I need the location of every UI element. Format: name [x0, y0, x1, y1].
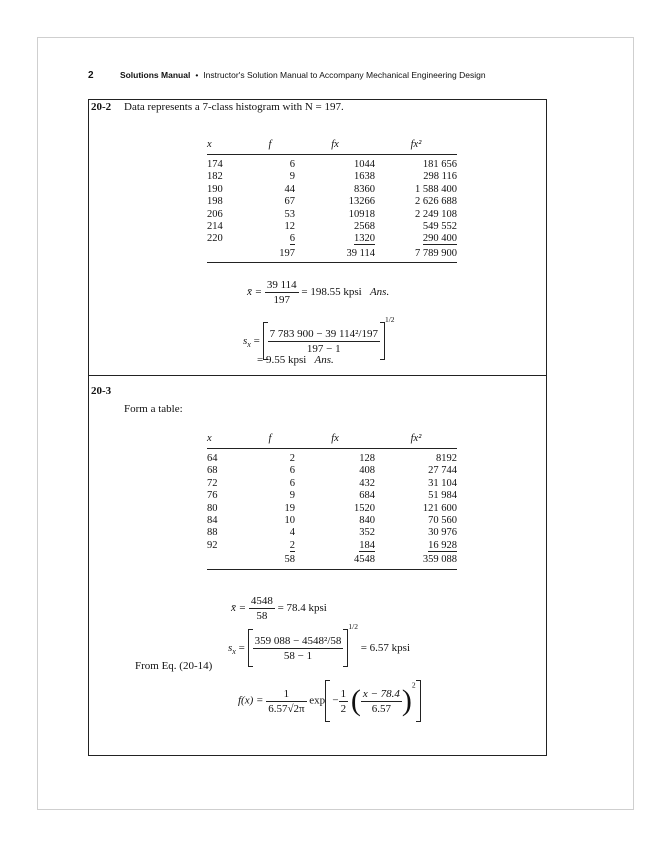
- sx-result: = 9.55 kpsi: [257, 354, 307, 366]
- table-cell: 80: [207, 502, 218, 514]
- table-cell: 220: [207, 233, 223, 245]
- table-cell: 190: [207, 183, 223, 195]
- table-row: [207, 233, 457, 245]
- table-row: [207, 184, 457, 196]
- col-header: f: [245, 136, 295, 155]
- table-cell: 1638: [354, 171, 375, 183]
- table-cell: 27 744: [428, 465, 457, 477]
- table-row: [207, 465, 457, 477]
- table-cell: 2: [289, 453, 295, 464]
- ans-label: Ans.: [314, 354, 334, 366]
- total-cell: 39 114: [295, 246, 375, 263]
- left-bracket: [325, 680, 330, 722]
- table-cell: [375, 540, 457, 552]
- total-cell: 58: [245, 552, 295, 569]
- col-header: x: [207, 430, 245, 449]
- underlined-value: 290 400: [422, 233, 457, 245]
- table-cell: 6: [289, 159, 295, 170]
- sx-eq: =: [253, 335, 260, 347]
- half-fraction: [339, 688, 349, 715]
- table-cell: [375, 233, 457, 245]
- table-cell: 88: [207, 527, 218, 539]
- col-header: fx²: [375, 136, 457, 155]
- col-header: f: [245, 430, 295, 449]
- ans-label: Ans.: [369, 286, 390, 299]
- sx-result-20-2: [257, 354, 334, 366]
- table-cell: 4: [289, 527, 295, 539]
- problem-20-2-id: 20-2: [91, 101, 112, 113]
- xbar-equation-20-3: [231, 595, 327, 622]
- col-header: fx: [295, 430, 375, 449]
- problem-20-2-table: [207, 136, 457, 263]
- table-row: [207, 209, 457, 221]
- table-cell: 72: [207, 477, 218, 489]
- half-den: 2: [340, 702, 347, 715]
- sx-numerator: 7 783 900 − 39 114²/197: [269, 327, 378, 340]
- col-header: fx: [295, 136, 375, 155]
- sx-result: = 6.57 kpsi: [360, 642, 411, 654]
- table-cell: 92: [207, 539, 218, 551]
- total-cell: 4548: [295, 552, 375, 569]
- table-cell: [207, 246, 245, 263]
- table-cell: 12: [284, 221, 295, 233]
- problem-20-3-statement: Form a table:: [124, 403, 183, 415]
- table-cell: [295, 233, 375, 245]
- table-cell: 70 560: [428, 515, 457, 527]
- from-eq-label: From Eq. (20-14): [135, 660, 213, 672]
- right-bracket: [343, 629, 348, 667]
- xbar-result: = 198.55 kpsi: [301, 286, 362, 299]
- table-row: [207, 478, 457, 490]
- total-cell: 7 789 900: [375, 246, 457, 263]
- inner-fraction: [361, 688, 402, 715]
- right-bracket: [416, 680, 421, 722]
- total-cell: 197: [245, 246, 295, 263]
- table-cell: 174: [207, 159, 223, 170]
- underlined-value: 184: [359, 539, 375, 551]
- table-cell: 214: [207, 221, 223, 233]
- inner-num: x − 78.4: [362, 687, 400, 700]
- sx-exponent: 1/2: [384, 315, 395, 324]
- table-cell: 9: [289, 490, 295, 502]
- sx-fraction: [268, 328, 380, 355]
- table-cell: 53: [284, 208, 295, 220]
- pdf-exp: exp: [309, 694, 326, 707]
- underlined-value: 1320: [354, 233, 375, 245]
- underlined-value: 2: [289, 539, 295, 551]
- table-row: [207, 503, 457, 515]
- sx-numerator: 359 088 − 4548²/58: [254, 634, 342, 647]
- table-row: [207, 155, 457, 172]
- sx-sub: x: [232, 647, 236, 657]
- xbar-denominator: 58: [256, 610, 268, 622]
- xbar-denominator: 197: [273, 294, 290, 306]
- totals-row: [207, 246, 457, 263]
- table-row: [207, 449, 457, 466]
- xbar-numerator: 39 114: [266, 279, 297, 291]
- pdf-lhs: f(x) =: [238, 694, 264, 707]
- table-cell: 181 656: [422, 159, 457, 170]
- table-cell: 19: [284, 502, 295, 514]
- table-cell: 6: [289, 465, 295, 477]
- pdf-coefficient: [266, 688, 306, 715]
- table-row: [207, 196, 457, 208]
- sx-fraction: [253, 635, 344, 662]
- table-cell: 352: [359, 527, 375, 539]
- table-row: [207, 527, 457, 539]
- table-cell: 198: [207, 196, 223, 208]
- right-bracket: [380, 322, 385, 360]
- running-header: [88, 70, 486, 81]
- xbar-result: = 78.4 kpsi: [277, 602, 327, 615]
- table-cell: 128: [359, 453, 375, 464]
- col-header: x: [207, 136, 245, 155]
- table-cell: 684: [359, 490, 375, 502]
- table-row: [207, 515, 457, 527]
- header-subtitle: Instructor's Solution Manual to Accompany Mechanical Engineering Design: [203, 70, 486, 80]
- pdf-coef-num: 1: [266, 688, 306, 702]
- table-cell: 2 249 108: [415, 208, 457, 220]
- table-cell: 10918: [348, 208, 375, 220]
- left-paren: (: [350, 684, 361, 717]
- problem-20-2-statement: Data represents a 7-class histogram with N = 197.: [124, 101, 344, 113]
- table-row: [207, 490, 457, 502]
- xbar-equation-20-2: [247, 279, 389, 306]
- table-cell: 1 588 400: [415, 183, 457, 195]
- table-cell: 549 552: [422, 221, 457, 233]
- inner-den: 6.57: [371, 702, 391, 715]
- table-row: [207, 171, 457, 183]
- table-cell: 67: [284, 196, 295, 208]
- table-cell: 206: [207, 208, 223, 220]
- table-cell: 1044: [354, 159, 375, 170]
- table-cell: 121 600: [422, 502, 457, 514]
- xbar-lhs: x̄ =: [231, 602, 247, 615]
- sx-equation-20-3: [228, 622, 410, 667]
- table-cell: 13266: [348, 196, 375, 208]
- table-cell: 8192: [436, 453, 457, 464]
- table-cell: 84: [207, 515, 218, 527]
- table-cell: 9: [289, 171, 295, 183]
- table-cell: 840: [359, 515, 375, 527]
- table-cell: 8360: [354, 183, 375, 195]
- totals-row: [207, 552, 457, 569]
- half-num: 1: [340, 687, 347, 700]
- problem-20-3-table: [207, 430, 457, 570]
- table-cell: 64: [207, 453, 218, 464]
- sx-eq: =: [238, 642, 245, 654]
- xbar-numerator: 4548: [250, 595, 273, 607]
- header-title: Solutions Manual: [119, 70, 191, 80]
- underlined-value: 6: [289, 233, 295, 245]
- table-cell: 6: [289, 477, 295, 489]
- table-cell: [207, 552, 245, 569]
- power: 2: [411, 680, 416, 690]
- table-row: [207, 221, 457, 233]
- table-cell: [245, 233, 295, 245]
- header-bullet: •: [195, 70, 199, 80]
- table-cell: 408: [359, 465, 375, 477]
- table-cell: 30 976: [428, 527, 457, 539]
- xbar-fraction: [249, 595, 275, 622]
- sx-lhs: s: [228, 642, 233, 654]
- table-cell: 432: [359, 477, 375, 489]
- table-cell: [245, 540, 295, 552]
- table-cell: 76: [207, 490, 218, 502]
- pdf-equation: f(x) = $\frac{1}{6.57√2\pi}$ exp − $\frac{1}{2}$ ( $\frac{x - 78.4}{6.57}$ )$^2$: [238, 680, 421, 722]
- table-row: [207, 540, 457, 552]
- sx-exponent: 1/2: [348, 622, 358, 631]
- table-cell: 44: [284, 183, 295, 195]
- table-cell: 68: [207, 465, 218, 477]
- total-cell: 359 088: [375, 552, 457, 569]
- xbar-fraction: [265, 279, 299, 306]
- sx-denominator: 197 − 1: [306, 342, 341, 355]
- table-cell: 298 116: [423, 171, 457, 183]
- sx-lhs: s: [243, 335, 248, 347]
- table-cell: 2568: [354, 221, 375, 233]
- table-cell: 182: [207, 171, 223, 183]
- table-cell: 51 984: [428, 490, 457, 502]
- col-header: fx²: [375, 430, 457, 449]
- pdf-coef-den: 6.57√2π: [268, 702, 305, 715]
- table-cell: [295, 540, 375, 552]
- table-cell: 31 104: [428, 477, 457, 489]
- page-number: 2: [88, 70, 94, 81]
- underlined-value: 16 928: [428, 539, 457, 551]
- sx-sub: x: [247, 340, 251, 350]
- table-cell: 10: [284, 515, 295, 527]
- table-cell: 1520: [354, 502, 375, 514]
- table-cell: 2 626 688: [415, 196, 457, 208]
- xbar-lhs: x̄ =: [247, 286, 263, 299]
- right-paren: ): [401, 684, 412, 717]
- problem-20-3-id: 20-3: [91, 385, 112, 397]
- sx-denominator: 58 − 1: [283, 649, 313, 662]
